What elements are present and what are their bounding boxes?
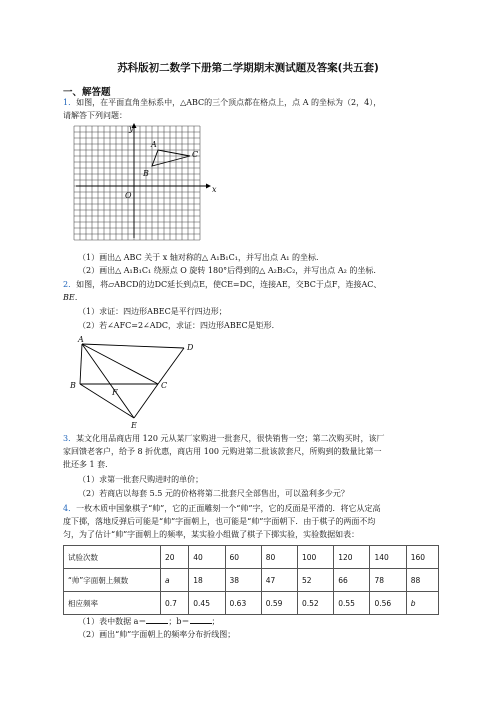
table-cell: 52 xyxy=(297,569,333,592)
x-axis-arrow xyxy=(206,184,211,189)
segment-ab xyxy=(80,344,82,384)
point-a-label: A xyxy=(78,335,84,344)
q4-sub-1-prefix: （1）表中数据 a＝ xyxy=(78,617,147,626)
point-c-label: C xyxy=(192,150,199,159)
table-cell: 100 xyxy=(297,546,333,569)
segment-ce xyxy=(134,384,158,418)
q4-sub-1-mid: ；b＝ xyxy=(168,617,190,626)
q3-line-1 xyxy=(63,433,384,445)
q3-number: 3． xyxy=(63,434,77,443)
q4-sub-2: （2）画出“帅”字面朝上的频率分布折线图； xyxy=(78,630,236,639)
table-cell: 88 xyxy=(406,569,438,592)
q4-line-3: 匀，为了估计“帅”字面朝上的频率，某实验小组做了棋子下掷实验，实验数据如表： xyxy=(63,530,360,539)
table-cell: 20 xyxy=(161,546,189,569)
table-cell: 18 xyxy=(189,569,225,592)
point-d-label: D xyxy=(187,343,194,352)
q1-sub-1: （1）画出△ ABC 关于 x 轴对称的△ A₁B₁C₁，并写出点 A₁ 的坐标. xyxy=(78,253,319,262)
table-cell: 0.7 xyxy=(161,592,189,615)
q1-text-1: 如图，在平面直角坐标系中，△ABC的三个顶点都在格点上，点 A 的坐标为（2，4）， xyxy=(76,98,382,107)
table-cell: 78 xyxy=(370,569,406,592)
table-row xyxy=(64,569,439,592)
row-header: “帅”字面朝上频数 xyxy=(64,569,161,592)
q2-text-1: 如图，将▱ABCD的边DC延长到点E，使CE=DC，连接AE，交BC于点F，连接AC、 xyxy=(76,280,382,289)
point-a-label: A xyxy=(151,140,157,149)
table-cell: 140 xyxy=(370,546,406,569)
point-f-label: F xyxy=(112,388,118,397)
y-axis-label: y xyxy=(129,124,134,133)
q3-sub-1: （1）求第一批套尺购进时的单价； xyxy=(78,475,204,484)
table-cell: 60 xyxy=(225,546,261,569)
origin-label: O xyxy=(125,191,132,200)
triangle-abc xyxy=(152,150,190,166)
q4-line-1 xyxy=(63,503,380,515)
q4-line-2: 度下掷，落地反弹后可能是“帅”字面朝上，也可能是“帅”字面朝下．由于棋子的两面不均 xyxy=(63,517,376,526)
table-row xyxy=(64,592,439,615)
q4-sub-1 xyxy=(78,615,220,628)
table-cell: b xyxy=(406,592,438,615)
q4-text-1: 一枚木质中国象棋子“帅”，它的正面雕刻一个“帅”字，它的反面是平滑的．将它从定高 xyxy=(76,504,381,513)
table-cell: 0.63 xyxy=(225,592,261,615)
q3-line-3: 批还多 1 套． xyxy=(63,460,114,469)
experiment-data-table xyxy=(63,545,439,615)
q2-line-2: BE． xyxy=(63,293,83,302)
q2-line-1 xyxy=(63,279,381,291)
grid-lines xyxy=(74,126,200,240)
table-cell: 0.45 xyxy=(189,592,225,615)
point-c-label: C xyxy=(161,381,168,390)
row-header: 相应频率 xyxy=(64,592,161,615)
table-cell: 120 xyxy=(334,546,370,569)
table-cell: 0.55 xyxy=(334,592,370,615)
segment-ae xyxy=(82,344,134,418)
row-header: 试验次数 xyxy=(64,546,161,569)
table-cell: 0.59 xyxy=(261,592,297,615)
answer-blank-b[interactable] xyxy=(190,615,212,624)
table-cell: 80 xyxy=(261,546,297,569)
q3-sub-2: （2）若商店以每套 5.5 元的价格将第二批套尺全部售出，可以盈利多少元？ xyxy=(78,489,349,498)
answer-blank-a[interactable] xyxy=(146,615,168,624)
table-cell: 66 xyxy=(334,569,370,592)
point-e-label: E xyxy=(131,421,137,430)
q2-number: 2． xyxy=(63,280,77,289)
point-b-label: B xyxy=(70,381,76,390)
segment-ac xyxy=(82,344,158,384)
point-b-label: B xyxy=(143,169,149,178)
table-cell: 0.52 xyxy=(297,592,333,615)
q1-line-1 xyxy=(63,97,381,109)
table-row xyxy=(64,546,439,569)
q2-sub-1: （1）求证：四边形ABEC是平行四边形； xyxy=(78,307,227,316)
segment-be xyxy=(80,384,134,418)
q1-number: 1． xyxy=(63,98,77,107)
q4-sub-1-suffix: ； xyxy=(211,617,220,626)
coordinate-grid-figure xyxy=(70,122,217,240)
table-cell: 0.56 xyxy=(370,592,406,615)
table-cell: 40 xyxy=(189,546,225,569)
q2-sub-2: （2）若∠AFC=2∠ADC，求证：四边形ABEC是矩形． xyxy=(78,321,280,330)
parallelogram-figure xyxy=(70,335,202,430)
table-cell: 47 xyxy=(261,569,297,592)
table-cell: 38 xyxy=(225,569,261,592)
segment-dc xyxy=(158,348,184,384)
table-cell: 160 xyxy=(406,546,438,569)
q1-line-2: 请解答下列问题： xyxy=(63,111,127,120)
document-title: 苏科版初二数学下册第二学期期末测试题及答案(共五套) xyxy=(117,62,379,74)
segment-ad xyxy=(82,344,184,348)
q3-line-2: 家回馈老客户，给予 8 折优惠，商店用 100 元购进第二批该款套尺，所购到的数量比第一 xyxy=(63,447,382,456)
table-cell: a xyxy=(161,569,189,592)
q3-text-1: 某文化用品商店用 120 元从某厂家购进一批套尺，很快销售一空；第二次购买时，该厂 xyxy=(76,434,385,443)
q1-sub-2: （2）画出△ A₁B₁C₁ 绕原点 O 旋转 180°后得到的△ A₂B₂C₂，并写出点 A₂ 的坐标. xyxy=(78,266,376,275)
x-axis-label: x xyxy=(212,185,217,194)
section-heading: 一、解答题 xyxy=(63,87,111,98)
q4-number: 4． xyxy=(63,504,77,513)
